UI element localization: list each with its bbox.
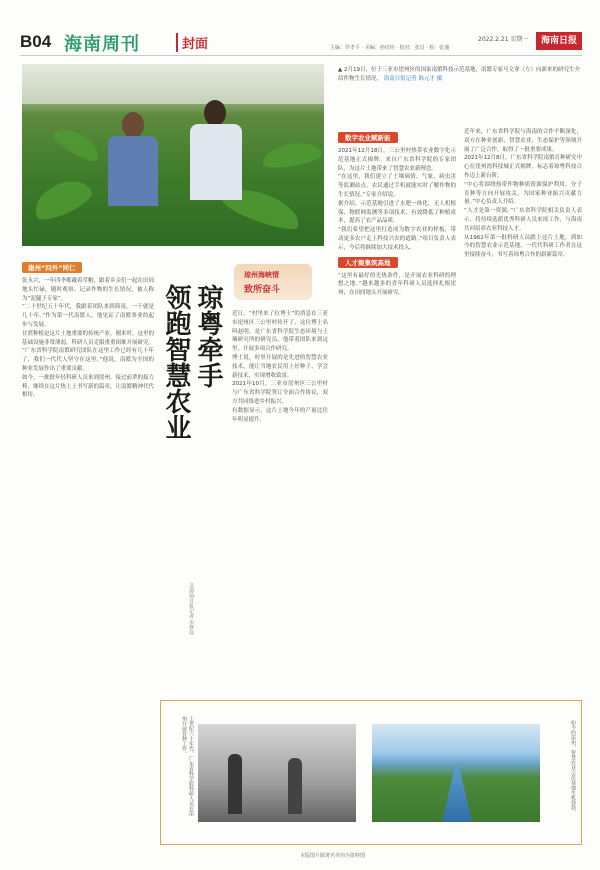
byline: 文/海南日报记者 李梦瑶 xyxy=(188,582,194,636)
field-photo xyxy=(22,64,324,246)
intro-caption xyxy=(338,66,582,120)
series-line-2: 致所奋斗 xyxy=(244,285,281,295)
issue-date: 2022.2.21 星期一 xyxy=(478,36,529,43)
section-tag: 封面 xyxy=(176,33,208,52)
caption-modern-photo: 如今的崖州，智慧农业示范基地生机勃勃。 xyxy=(570,720,576,815)
mid-paragraph: 博士说，村里开展的是先进的智慧农业技术，能让当地农民用上好种子、学会新技术，实现增收致富。 xyxy=(232,354,328,379)
modern-field-photo xyxy=(372,724,540,822)
mid-paragraph: 有数据显示，这片土地今年的产量比往年明显提升。 xyxy=(232,407,328,423)
col3-paragraph: “在这里，我们建立了土壤墒情、气象、病虫害等监测站点，农民通过手机就能实时了解作物的生长情况。”专家介绍说。 xyxy=(338,174,456,198)
leaf-shape xyxy=(28,173,95,226)
person-older xyxy=(102,112,162,242)
caption-historic-photo: 上世纪六十年代，广东省科学院科研人员在崖州开展育种工作。 xyxy=(181,716,194,816)
col4-paragraph: “中心将围绕热带作物种质资源保护利用、分子育种等方向开展攻关，为国家种业振兴贡献力量。”中心负责人介绍。 xyxy=(464,181,582,206)
person-younger xyxy=(182,100,242,240)
middle-column xyxy=(232,310,328,610)
left-paragraph: “广东省科学院南繁研究团队在这里工作已经有几十年了，我们一代代人坚守在这里。”他说，南繁为全国的种业发展作出了重要贡献。 xyxy=(22,348,154,372)
mid-paragraph: 2021年10月，三亚市崖州区三公里村与广东省科学院签订全面合作协议，双方共同推进乡村振兴。 xyxy=(232,381,328,405)
subhead-digital-agriculture: 数字农业赋新能 xyxy=(338,132,398,143)
col3-paragraph: 据介绍，示范基地引进了水肥一体化、无人机植保、物联网监测等多项技术，有效降低了种植成本，提高了农产品品质。 xyxy=(338,200,456,225)
left-paragraph: 张永兴，一年四季都戴着草帽，跟着乡亲们一起在田间地头忙碌，随时观察、记录作物的生长情况，被人称为“泥腿子专家”。 xyxy=(22,278,155,302)
photo-credit: 海南日报记者 陈元才 摄 xyxy=(383,76,443,82)
paper-logo: 海南日报 xyxy=(536,32,582,50)
left-paragraph: “二十世纪五十年代，我跟着团队来到海南，一干就是几十年。”作为第一代南繁人，他见证了南繁事业的起步与发展。 xyxy=(22,304,154,328)
mid-paragraph: 近日，“村里来了位博士”的消息在三亚市崖州区三公里村传开了。这位博士名叫赵明，是广东省科学院生态环境与土壤研究所的研究员，他带着团队来到这里，开展多项合作研究。 xyxy=(232,311,328,353)
leaf-shape xyxy=(261,139,324,171)
intro-text: ▲ 2月19日，位于三亚市崖州区的国家南繁科技示范基地，南繁专家马文业（左）向新来的研究生介绍作物生长情况。 xyxy=(338,67,580,82)
col4-paragraph: 从1962年第一批科研人员踏上这片土地，到如今的智慧农业示范基地，一代代科研工作者在这里接续奋斗，书写着琼粤合作的崭新篇章。 xyxy=(464,234,582,259)
headline xyxy=(160,262,222,612)
col4-paragraph: “人才是第一资源。”广东省科学院相关负责人表示，将持续选派优秀科研人员来琼工作，与海南共同培养农业科技人才。 xyxy=(464,208,582,232)
column-four xyxy=(464,128,582,696)
left-column xyxy=(22,262,154,842)
leaf-shape xyxy=(50,123,103,165)
masthead xyxy=(20,30,582,56)
headline-part-2: 领跑智慧农业 xyxy=(161,284,191,440)
photo-sky xyxy=(22,64,324,104)
headline-part-1: 琼粤牵手 xyxy=(193,284,223,388)
series-line-1: 琼州海峡情 xyxy=(244,271,279,279)
brand-title: 海南周刊 xyxy=(64,34,140,55)
footnote: 本版图片除署名外均为资料图 xyxy=(300,853,366,859)
page-number: B04 xyxy=(20,32,52,51)
editor-credits: 主编：罗孝平 · 美编：孙结铨 · 校对：张昌 · 检：张盛 xyxy=(330,45,450,51)
col3-paragraph: “这里有最好的光热条件，是开展农业科研的理想之地。”越来越多的青年科研人员选择扎根崖州，在田间地头开展研究。 xyxy=(338,272,456,297)
left-paragraph: 如今，一批批年轻科研人员来到崖州，接过前辈的接力棒，继续在这片热土上书写新的篇章，让南繁精神代代相传。 xyxy=(22,374,155,399)
left-paragraph: 甘蔗种植是这片土地重要的传统产业。刚来时，这里的基础设施非常薄弱，科研人员克服重重困难开展研究。 xyxy=(22,330,155,346)
col4-paragraph: 2021年12月8日，广东省科学院南繁育种研究中心在崖州湾科技城正式揭牌，标志着琼粤科技合作迈上新台阶。 xyxy=(464,155,582,179)
column-three xyxy=(338,128,456,668)
series-badge xyxy=(234,264,312,300)
col3-paragraph: 2021年12月18日，三公里村热带农业数字化示范基地正式揭牌。来自广东省科学院的专家团队，为这片土地带来了智慧农业新理念。 xyxy=(338,148,456,172)
canal-shape xyxy=(442,764,472,822)
col4-paragraph: 近年来，广东省科学院与海南的合作不断深化，双方在种业创新、智慧农业、生态保护等领域开展了广泛合作，取得了一批重要成果。 xyxy=(464,129,582,153)
subhead-talent: 人才聚集筑高地 xyxy=(338,257,398,268)
historic-photo xyxy=(198,724,356,822)
left-subhead: 崖州“四外”同仁 xyxy=(22,262,82,273)
col3-paragraph: “我们希望把这里打造成为数字农业的样板，带动更多农户走上科技兴农的道路。”项目负责人表示，今后将继续加大技术投入。 xyxy=(338,227,456,251)
